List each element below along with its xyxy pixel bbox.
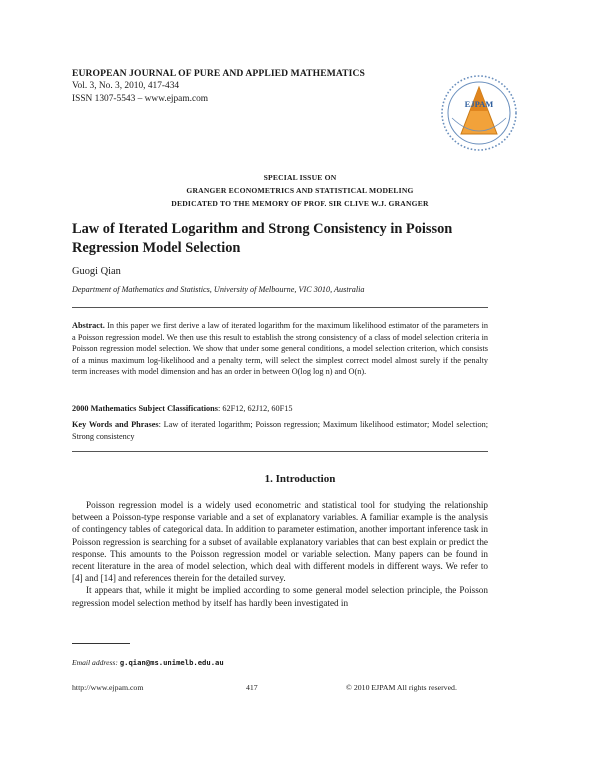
paragraph: It appears that, while it might be implied according to some general model selection principle, the Poisson regression model selection method by itself has hardly been investigated in <box>72 585 488 608</box>
page-number: 417 <box>246 683 258 692</box>
abstract-bottom-rule <box>72 451 488 452</box>
abstract-top-rule <box>72 307 488 308</box>
special-issue-line3: DEDICATED TO THE MEMORY OF PROF. SIR CLIVE W.J. GRANGER <box>171 199 429 208</box>
journal-title: EUROPEAN JOURNAL OF PURE AND APPLIED MATHEMATICS <box>72 68 365 79</box>
abstract-text: In this paper we first derive a law of iterated logarithm for the maximum likelihood estimator of the parameters in a Poisson regression model. We then use this result to establish the strong consistency of a class of model selection criteria in Poisson regression model selection. We show that under some general conditions, a model selection criterion, which consists of a minus maximum log-likelihood and a penalty term, will select the simplest correct model almost surely if the penalty term increases with model dimension and has an order in between O(log log n) and O(n). <box>72 321 488 377</box>
special-issue-line1: SPECIAL ISSUE ON <box>263 173 337 182</box>
keywords-text: : Law of iterated logarithm; Poisson regression; Maximum likelihood estimator; Model selection; Strong consistency <box>72 420 489 441</box>
msc-codes: : 62F12, 62J12, 60F15 <box>217 404 293 413</box>
section-body <box>72 499 488 609</box>
footnote-rule <box>72 643 130 644</box>
author-name: Guogi Qian <box>72 266 121 277</box>
footer-copyright: © 2010 EJPAM All rights reserved. <box>346 683 457 692</box>
footer-url[interactable]: http://www.ejpam.com <box>72 683 144 692</box>
keywords <box>72 419 488 442</box>
email-address[interactable]: g.qian@ms.unimelb.edu.au <box>119 658 224 667</box>
paper-title: Law of Iterated Logarithm and Strong Consistency in Poisson Regression Model Selection <box>72 221 453 256</box>
special-issue-line2: GRANGER ECONOMETRICS AND STATISTICAL MODELING <box>186 186 414 195</box>
journal-logo <box>440 74 518 152</box>
section-title: 1. Introduction <box>264 473 336 485</box>
keywords-label: Key Words and Phrases <box>72 420 159 429</box>
footnote-email <box>72 658 224 667</box>
logo-text: EJPAM <box>464 99 494 109</box>
abstract-label: Abstract. <box>72 321 105 330</box>
email-label: Email address: <box>72 658 118 667</box>
journal-issn: ISSN 1307-5543 – www.ejpam.com <box>72 94 209 104</box>
abstract <box>72 320 488 378</box>
msc-label: 2000 Mathematics Subject Classifications <box>72 404 218 413</box>
journal-volume: Vol. 3, No. 3, 2010, 417-434 <box>72 81 180 91</box>
msc-classification <box>72 403 488 415</box>
paragraph: Poisson regression model is a widely used econometric and statistical tool for studying the relationship between a Poisson-type response variable and a set of explanatory variables. A familiar example is the analysis of contingency tables of categorical data. In addition to parameter estimation, another important inference task in Poisson regression is searching for a subset of available explanatory variables that can best explain or predict the response. This amounts to the Poisson regression model or variable selection. Many papers can be found in recent literature in the area of model selection, which deal with different models in different ways. We refer to [4] and [14] and references therein for the detailed survey. <box>72 500 488 584</box>
author-affiliation: Department of Mathematics and Statistics, University of Melbourne, VIC 3010, Australia <box>72 285 365 294</box>
